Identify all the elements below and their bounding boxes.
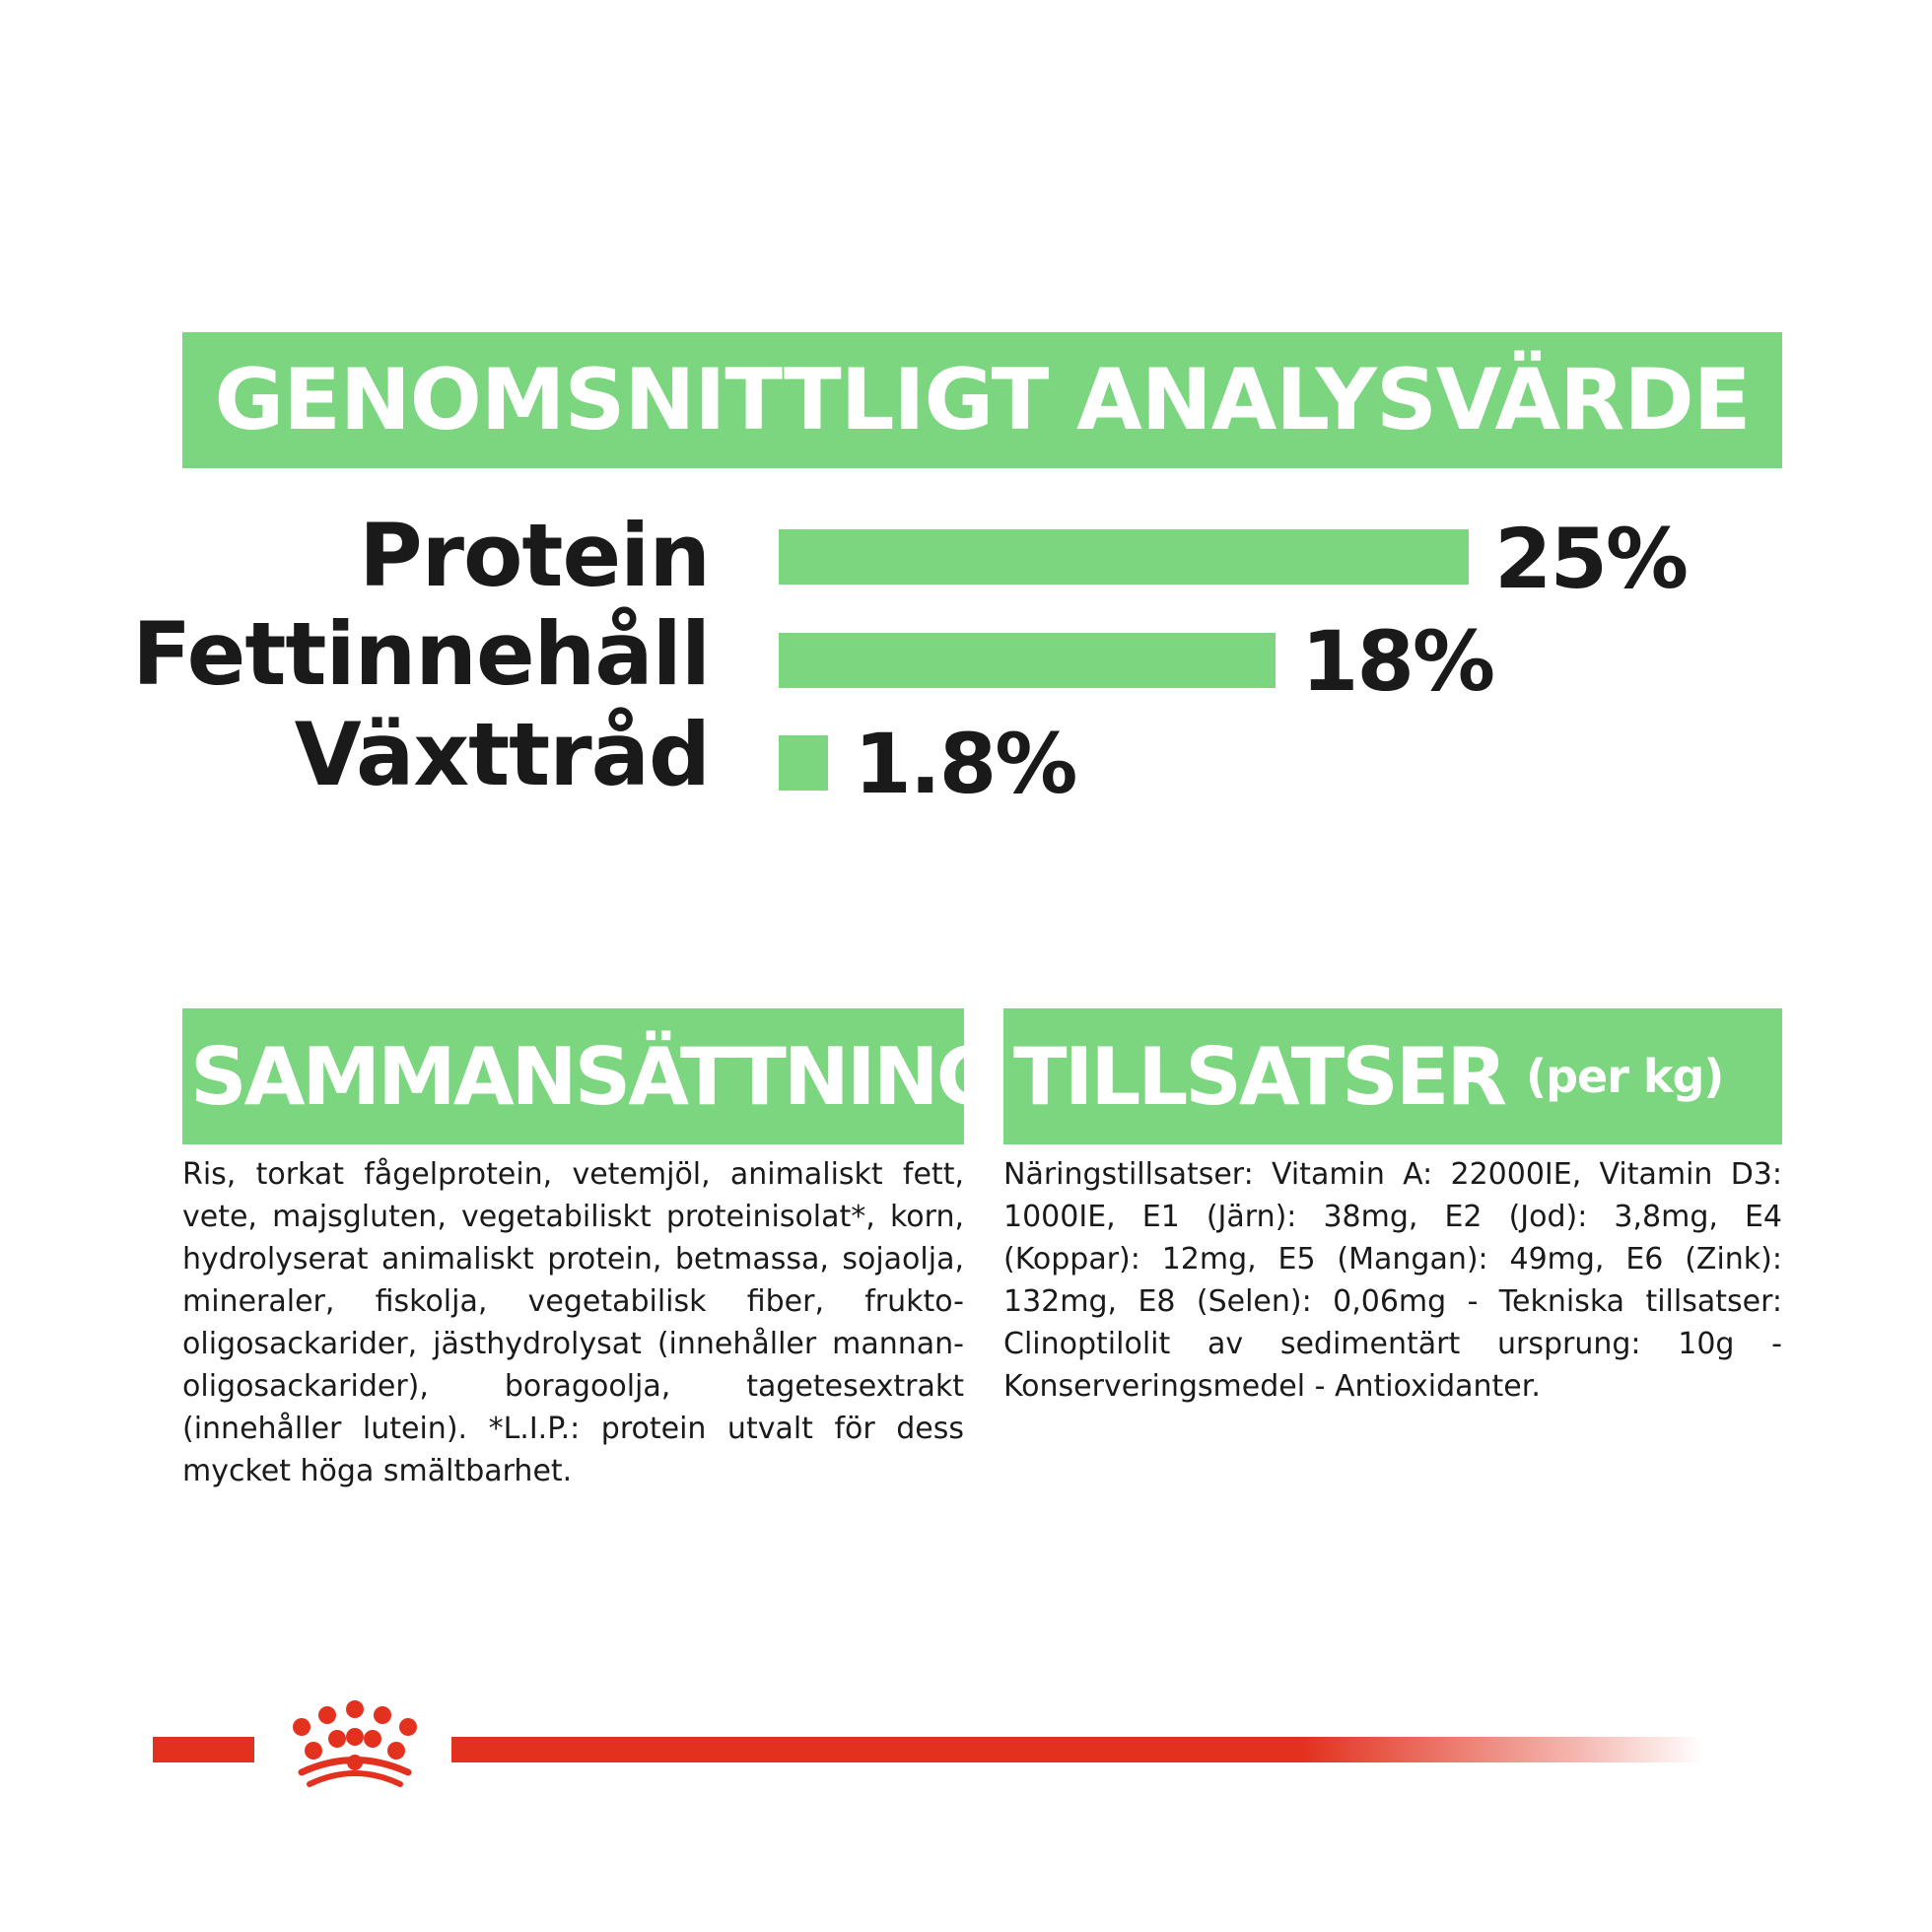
analysis-title-banner — [182, 332, 1782, 468]
additives-text: Näringstillsatser: Vitamin A: 22000IE, Vitamin D3: 1000IE, E1 (Järn): 38mg, E2 (Jod): 3,8mg, E4 (Koppar): 12mg, E5 (Mangan): 49mg, E6 (Zink): 132mg, E8 (Selen): 0,06mg - Tekniska tillsatser: Clinoptilolit av sedimentärt ursprung: 10g - Konserveringsmedel - Antioxidanter. — [1003, 1157, 1782, 1404]
composition-title-banner — [182, 1008, 999, 1144]
fiber-bar — [779, 735, 828, 791]
fat-bar — [779, 633, 1276, 688]
protein-bar — [779, 529, 1469, 585]
footer-line-left — [153, 1737, 254, 1762]
protein-value: 25% — [1494, 511, 1688, 607]
analysis-title: GENOMSNITTLIGT ANALYSVÄRDE — [214, 351, 1751, 449]
crown-logo-icon — [266, 1693, 444, 1792]
additives-title-banner — [1003, 1008, 1782, 1144]
additives-title: TILLSATSER — [1013, 1030, 1505, 1123]
composition-text: Ris, torkat fågelprotein, vetemjöl, animaliskt fett, vete, majsgluten, vegetabiliskt proteinisolat*, korn, hydrolyserat animaliskt protein, betmassa, sojaolja, mineraler, fiskolja, vegetabilisk fiber, frukto-oligosackarider, jästhydrolysat (innehåller mannan-oligosackarider), boragoolja, tagetesextrakt (innehåller lutein). *L.I.P.: protein utvalt för dess mycket höga smältbarhet. — [182, 1157, 964, 1488]
fiber-label: Växttråd — [294, 704, 710, 805]
fat-value: 18% — [1301, 613, 1494, 710]
footer-line-right — [451, 1737, 1703, 1762]
composition-title: SAMMANSÄTTNING — [190, 1030, 999, 1123]
fiber-value: 1.8% — [854, 716, 1076, 812]
protein-label: Protein — [359, 505, 710, 606]
fat-label: Fettinnehåll — [132, 603, 710, 705]
additives-subtitle: (per kg) — [1526, 1050, 1724, 1103]
